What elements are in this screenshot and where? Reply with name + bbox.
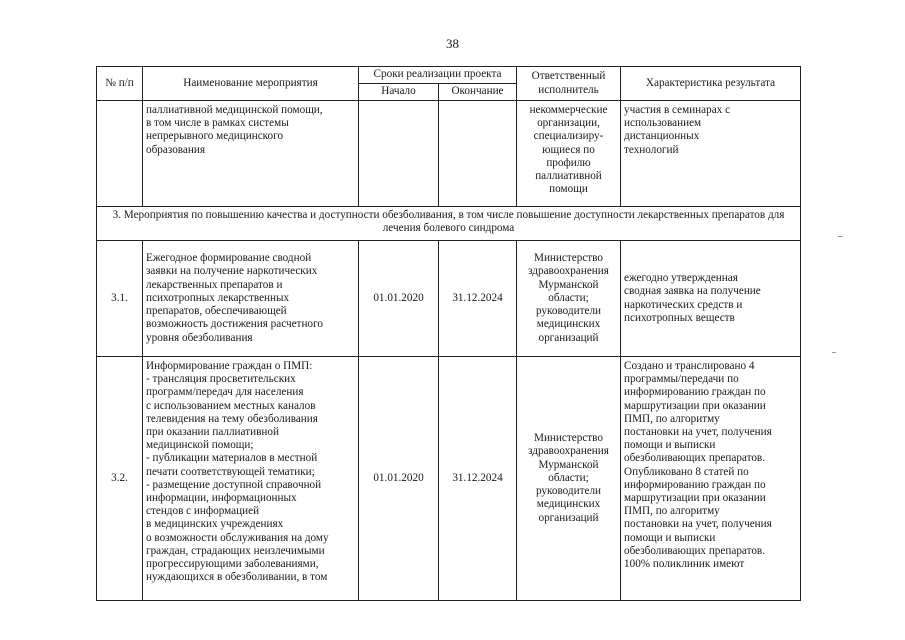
cell-name: Информирование граждан о ПМП: - трансляция просветительских программ/передач для населения с использованием местных каналов телевидения на тему обезболивания при оказании паллиативной медицинской помощи; - публикации материалов в местной печати соответствующей тематики; - размещение доступной справочной информации, информационных стендов с информацией в медицинских учреждениях о возможности обслуживания на дому граждан, страдающих неизлечимыми прогрессирующими заболеваниями, нуждающихся в обезболивании, в том <box>143 357 359 601</box>
header-start: Начало <box>359 84 439 101</box>
cell-num: 3.1. <box>97 241 143 357</box>
cell-start: 01.01.2020 <box>359 357 439 601</box>
cell-executor: Министерство здравоохранения Мурманской области; руководители медицинских организаций <box>517 357 621 601</box>
cell-start: 01.01.2020 <box>359 241 439 357</box>
section-title: 3. Мероприятия по повышению качества и доступности обезболивания, в том числе повышение доступности лекарственных препаратов для лечения болевого синдрома <box>97 207 801 241</box>
header-period: Сроки реализации проекта <box>359 67 517 84</box>
page-number: 38 <box>446 36 459 51</box>
header-num: № п/п <box>97 67 143 101</box>
scan-mark <box>838 236 843 237</box>
cell-end: 31.12.2024 <box>439 357 517 601</box>
table-row <box>97 241 801 357</box>
cell-name: Ежегодное формирование сводной заявки на получение наркотических лекарственных препаратов и психотропных лекарственных препаратов, обеспечивающей возможность достижения расчетного уровня обезболивания <box>143 241 359 357</box>
table-row <box>97 357 801 601</box>
cell-start <box>359 101 439 207</box>
section-row <box>97 207 801 241</box>
cell-result: ежегодно утвержденная сводная заявка на получение наркотических средств и психотропных веществ <box>621 241 801 357</box>
header-end: Окончание <box>439 84 517 101</box>
table-row <box>97 101 801 207</box>
cell-result: участия в семинарах с использованием дистанционных технологий <box>621 101 801 207</box>
cell-end: 31.12.2024 <box>439 241 517 357</box>
header-result: Характеристика результата <box>621 67 801 101</box>
header-executor: Ответственный исполнитель <box>517 67 621 101</box>
cell-end <box>439 101 517 207</box>
cell-result: Создано и транслировано 4 программы/передачи по информированию граждан по маршрутизации при оказании ПМП, по алгоритму постановки на учет, получения помощи и выписки обезболивающих препаратов. Опубликовано 8 статей по информированию граждан по маршрутизации при оказании ПМП, по алгоритму постановки на учет, получения помощи и выписки обезболивающих препаратов. 100% поликлиник имеют <box>621 357 801 601</box>
header-row <box>97 67 801 84</box>
cell-executor: некоммерческие организации, специализиру- ющиеся по профилю паллиативной помощи <box>517 101 621 207</box>
activities-table <box>96 66 801 601</box>
cell-num: 3.2. <box>97 357 143 601</box>
cell-num <box>97 101 143 207</box>
cell-name: паллиативной медицинской помощи, в том числе в рамках системы непрерывного медицинского образования <box>143 101 359 207</box>
cell-executor: Министерство здравоохранения Мурманской области; руководители медицинских организаций <box>517 241 621 357</box>
scan-mark <box>832 352 836 353</box>
header-name: Наименование мероприятия <box>143 67 359 101</box>
